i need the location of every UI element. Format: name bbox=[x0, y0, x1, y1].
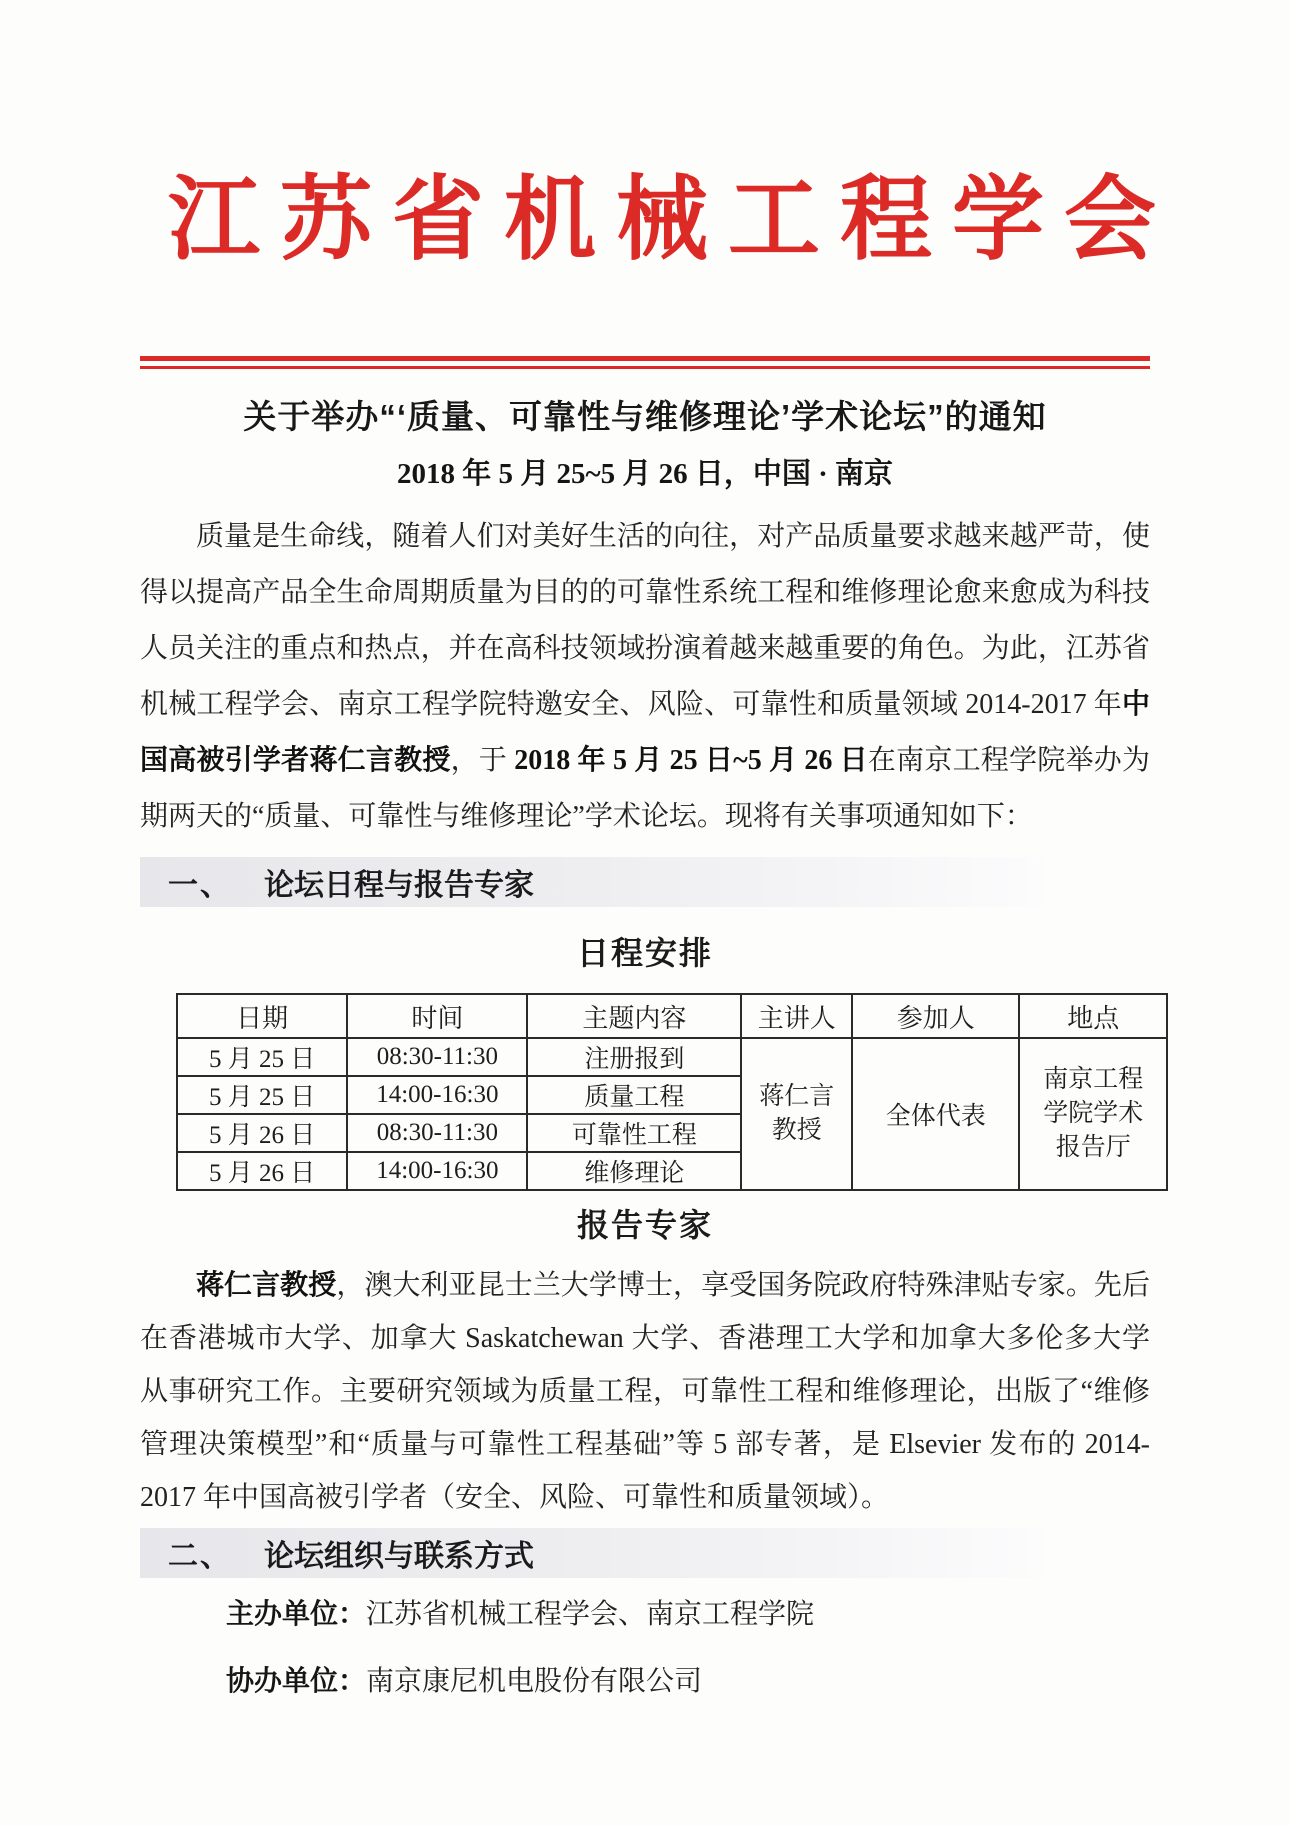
schedule-cell-topic: 注册报到 bbox=[527, 1038, 741, 1076]
schedule-cell-date: 5 月 25 日 bbox=[177, 1038, 347, 1076]
schedule-cell-speaker bbox=[741, 1038, 852, 1190]
header-cell-speaker: 主讲人 bbox=[741, 994, 852, 1038]
intro-bold-scholar: 中国高被引学者蒋仁言教授 bbox=[140, 689, 1150, 776]
schedule-cell-topic: 质量工程 bbox=[527, 1076, 741, 1114]
schedule-table bbox=[176, 993, 1168, 1191]
schedule-cell-time: 14:00-16:30 bbox=[347, 1152, 527, 1190]
host-value: 江苏省机械工程学会、南京工程学院 bbox=[366, 1599, 815, 1630]
expert-text: ，澳大利亚昆士兰大学博士，享受国务院政府特殊津贴专家。先后在香港城市大学、加拿大 Saskatchewan 大学、香港理工大学和加拿大多伦多大学从事研究工作。主要研究领域为质量工程，可靠性工程和维修理论，出版了“维修管理决策模型”和“质量与可靠性工程基础”等 5 部专著，是 Elsevier 发布的 2014-2017 年中国高被引学者（安全、风险、可靠性和质量领域）。 bbox=[140, 1270, 1150, 1513]
expert-bold-name: 蒋仁言教授 bbox=[196, 1270, 337, 1301]
section-1-number: 一、 bbox=[168, 869, 232, 902]
section-1-bar bbox=[140, 857, 1045, 907]
intro-text-1: 质量是生命线，随着人们对美好生活的向往，对产品质量要求越来越严苛，使得以提高产品全生命周期质量为目的的可靠性系统工程和维修理论愈来愈成为科技人员关注的重点和热点，并在高科技领域扮演着越来越重要的角色。为此，江苏省机械工程学会、南京工程学院特邀安全、风险、可靠性和质量领域 2014-2017 年 bbox=[140, 521, 1150, 720]
header-cell-location: 地点 bbox=[1019, 994, 1167, 1038]
speaker-line: 教授 bbox=[771, 1117, 822, 1144]
schedule-cell-location bbox=[1019, 1038, 1167, 1190]
intro-paragraph bbox=[140, 509, 1150, 845]
schedule-subtitle: 日程安排 bbox=[576, 935, 713, 971]
section-2-bar bbox=[140, 1528, 1045, 1578]
schedule-cell-participants: 全体代表 bbox=[852, 1038, 1019, 1190]
schedule-row bbox=[177, 1038, 1167, 1076]
speaker-line: 蒋仁言 bbox=[759, 1083, 835, 1110]
schedule-cell-topic: 可靠性工程 bbox=[527, 1114, 741, 1152]
organizers-block bbox=[140, 1594, 1150, 1702]
expert-paragraph bbox=[140, 1259, 1150, 1524]
schedule-cell-time: 14:00-16:30 bbox=[347, 1076, 527, 1114]
location-line: 南京工程 bbox=[1043, 1066, 1144, 1093]
section-2-title: 论坛组织与联系方式 bbox=[264, 1540, 534, 1573]
masthead-double-rule bbox=[140, 356, 1150, 369]
location-line: 报告厅 bbox=[1055, 1134, 1131, 1161]
section-1-title: 论坛日程与报告专家 bbox=[264, 869, 534, 902]
host-label: 主办单位： bbox=[226, 1598, 367, 1629]
notice-date-place: 2018 年 5 月 25~5 月 26 日，中国 · 南京 bbox=[396, 458, 893, 490]
experts-subtitle: 报告专家 bbox=[576, 1207, 713, 1243]
host-line bbox=[226, 1594, 1150, 1635]
intro-text-2: ，于 bbox=[450, 745, 515, 776]
schedule-cell-topic: 维修理论 bbox=[527, 1152, 741, 1190]
location-line: 学院学术 bbox=[1043, 1100, 1144, 1127]
header-cell-topic: 主题内容 bbox=[527, 994, 741, 1038]
schedule-cell-date: 5 月 25 日 bbox=[177, 1076, 347, 1114]
header-cell-time: 时间 bbox=[347, 994, 527, 1038]
notice-title: 关于举办“‘质量、可靠性与维修理论’学术论坛”的通知 bbox=[243, 398, 1047, 435]
intro-text-3: 在南京工程学院举办为期两天的“质量、可靠性与维修理论”学术论坛。现将有关事项通知如下： bbox=[140, 745, 1150, 832]
header-cell-date: 日期 bbox=[177, 994, 347, 1038]
cohost-line bbox=[226, 1661, 1150, 1702]
schedule-cell-date: 5 月 26 日 bbox=[177, 1152, 347, 1190]
schedule-cell-time: 08:30-11:30 bbox=[347, 1114, 527, 1152]
cohost-value: 南京康尼机电股份有限公司 bbox=[366, 1666, 703, 1697]
schedule-cell-date: 5 月 26 日 bbox=[177, 1114, 347, 1152]
masthead-org-title: 江苏省机械工程学会 bbox=[168, 169, 1177, 271]
cohost-label: 协办单位： bbox=[226, 1665, 367, 1696]
section-2-number: 二、 bbox=[168, 1540, 232, 1573]
intro-bold-dates: 2018 年 5 月 25 日~5 月 26 日 bbox=[514, 745, 868, 776]
header-cell-participants: 参加人 bbox=[852, 994, 1019, 1038]
schedule-cell-time: 08:30-11:30 bbox=[347, 1038, 527, 1076]
schedule-header-row bbox=[177, 994, 1167, 1038]
